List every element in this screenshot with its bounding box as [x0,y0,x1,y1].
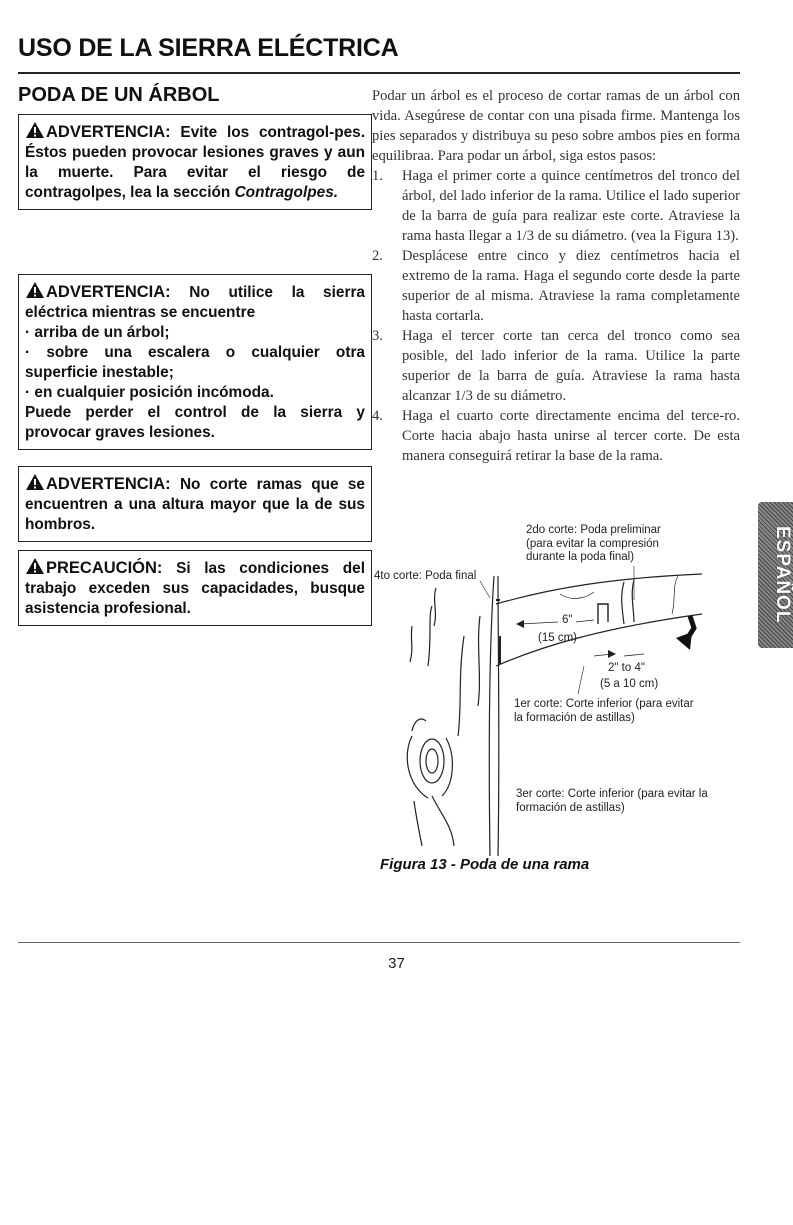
warning-label: ADVERTENCIA: [46,123,171,141]
warning-box-kickback [18,114,372,210]
warning-label: ADVERTENCIA: [46,475,171,493]
label-third-cut: 3er corte: Corte inferior (para evitar la formación de astillas) [516,788,708,814]
title-divider [18,72,740,74]
warning-consequence: Puede perder el control de la sierra y provocar graves lesiones. [25,404,365,441]
dimension-5-to-10cm: (5 a 10 cm) [600,678,659,690]
warning-triangle-icon [25,121,45,139]
steps-list [372,166,740,466]
dimension-6in: 6" [562,614,573,626]
dimension-15cm: (15 cm) [538,632,577,644]
label-second-cut: 2do corte: Poda preliminar (para evitar la compresión durante la poda final) [526,524,661,563]
warning-text: Evite los contragol-pes. Éstos pueden provocar lesiones graves y aun la muerte. Para evitar el riesgo de contragolpes, lea la sección [25,124,365,201]
list-item: · sobre una escalera o cualquier otra superficie inestable; [25,344,365,381]
warning-box-position [18,274,372,450]
warning-text: No utilice la sierra eléctrica mientras se encuentre [25,284,365,321]
step-item: 4. Haga el cuarto corte directamente encima del terce-ro. Corte hacia abajo hasta unirse al tercer corte. De esta manera conseguirá retirar la base de la rama. [372,408,740,464]
list-item: · arriba de un árbol; [25,324,170,341]
page-title: USO DE LA SIERRA ELÉCTRICA [18,34,399,62]
step-item: 3. Haga el tercer corte tan cerca del tronco como sea posible, del lado inferior de la rama. Utilice la parte superior de la barra de guía. Atraviese la rama hasta alcanzar 1/3 de su diámetro. [372,328,740,404]
step-item: 1. Haga el primer corte a quince centímetros del tronco del árbol, del lado inferior de la rama. Utilice el lado superior de la barra de guía para realizar este corte. Atraviese la rama hasta llegar a 1/3 de su diámetro. (vea la Figura 13). [372,168,740,244]
language-tab [758,502,793,648]
language-tab-label: ESPAÑOL [772,526,793,624]
warning-triangle-icon [25,557,45,575]
warning-reference: Contragolpes. [234,184,339,201]
warning-text: No corte ramas que se encuentren a una altura mayor que la de sus hombros. [25,476,365,533]
instructions-column [372,86,740,466]
caution-label: PRECAUCIÓN: [46,559,163,577]
page-number: 37 [388,955,405,972]
figure-caption: Figura 13 - Poda de una rama [380,856,590,873]
label-fourth-cut: 4to corte: Poda final [374,570,477,582]
warning-box-shoulder-height [18,466,372,542]
footer-divider [18,942,740,943]
step-item: 2. Desplácese entre cinco y diez centímetros hacia el extremo de la rama. Haga el segundo corte desde la parte superior de al misma. Atraviese la rama completamente hasta cortarla. [372,248,740,324]
dimension-2-to-4in: 2" to 4" [608,662,645,674]
caution-box [18,550,372,626]
label-first-cut: 1er corte: Corte inferior (para evitar la formación de astillas) [514,698,694,724]
pruning-figure [372,516,740,861]
warning-triangle-icon [25,473,45,491]
list-item: · en cualquier posición incómoda. [25,384,274,401]
warning-label: ADVERTENCIA: [46,283,171,301]
warning-triangle-icon [25,281,45,299]
intro-paragraph: Podar un árbol es el proceso de cortar ramas de un árbol con vida. Asegúrese de contar con una pisada firme. Mantenga los pies separados y distribuya su peso sobre ambos pies en forma equilibraa. Para podar un árbol, siga estos pasos: [372,88,740,164]
section-heading: PODA DE UN ÁRBOL [18,84,220,106]
warning-bullet-list [25,323,365,403]
caution-text: Si las condiciones del trabajo exceden sus capacidades, busque asistencia profesional. [25,560,365,617]
